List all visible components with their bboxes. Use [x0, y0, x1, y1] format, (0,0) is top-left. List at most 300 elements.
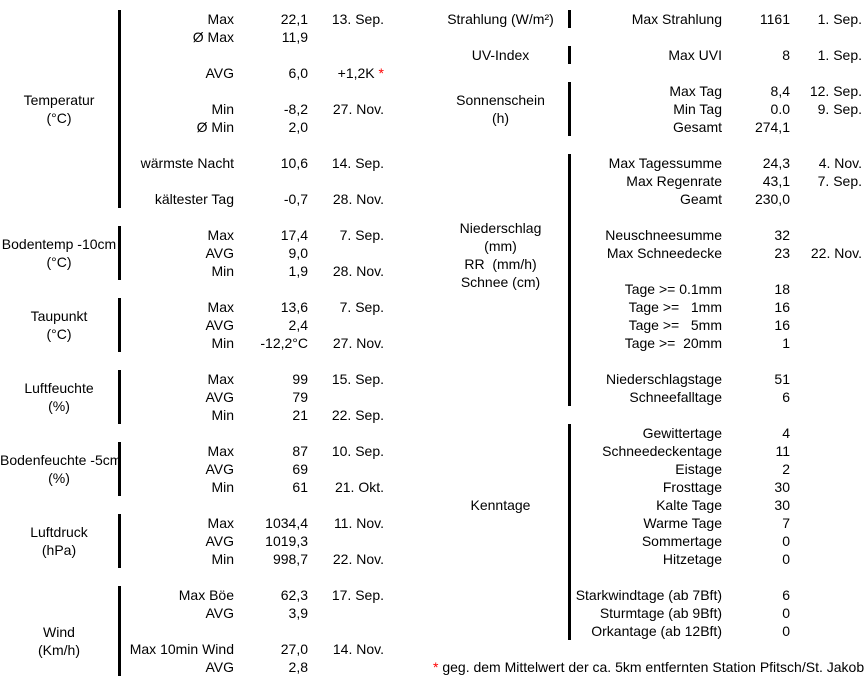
table-row	[571, 172, 867, 190]
table-row	[571, 424, 867, 442]
cell-value: 27,0	[280, 641, 308, 657]
footnote-marker: *	[378, 65, 384, 81]
table-row	[121, 190, 433, 208]
table-row	[571, 460, 867, 478]
cell-parameter: Gewittertage	[642, 425, 722, 441]
table-row	[571, 118, 867, 136]
cell-date: 9. Sep.	[817, 101, 862, 117]
cell-parameter: Sturmtage (ab 9Bft)	[599, 605, 722, 621]
table-row	[121, 100, 433, 118]
cell-date	[790, 622, 862, 640]
cell-parameter: kältester Tag	[154, 191, 234, 207]
cell-value: 69	[292, 461, 308, 477]
section-label-line: Temperatur	[23, 92, 95, 108]
cell-value: 7	[782, 515, 790, 531]
table-row	[121, 10, 433, 28]
table-row	[571, 190, 867, 208]
section-label-line: Taupunkt	[30, 308, 88, 324]
cell-value: -12,2°C	[260, 335, 308, 351]
cell-value: 6	[782, 587, 790, 603]
table-row	[571, 316, 867, 334]
table-row	[571, 478, 867, 496]
cell-value: 99	[292, 371, 308, 387]
cell-date	[790, 496, 862, 514]
cell-value: 1161	[759, 11, 790, 27]
cell-parameter: Max	[207, 371, 234, 387]
section-uv-index	[433, 46, 867, 64]
cell-value: 30	[774, 497, 790, 513]
cell-value: 24,3	[762, 155, 790, 171]
cell-value: 23	[774, 245, 790, 261]
cell-value: 3,9	[288, 605, 308, 621]
cell-date	[790, 568, 862, 586]
cell-value: 51	[774, 371, 790, 387]
table-row	[571, 244, 867, 262]
cell-parameter: Max	[207, 515, 234, 531]
cell-date	[790, 226, 862, 244]
cell-date: 15. Sep.	[331, 371, 384, 387]
cell-value: 0	[782, 533, 790, 549]
cell-value: 0	[782, 605, 790, 621]
cell-date: 7. Sep.	[817, 173, 862, 189]
cell-parameter: Min	[211, 263, 234, 279]
table-row	[121, 532, 433, 550]
table-row	[571, 352, 867, 370]
section-bodenfeuchte	[0, 442, 433, 496]
cell-date: 14. Nov.	[332, 641, 384, 657]
cell-value: 0	[782, 551, 790, 567]
section-luftfeuchte	[0, 370, 433, 424]
cell-value: 11	[775, 443, 790, 459]
cell-date	[308, 622, 384, 640]
cell-value: -8,2	[283, 101, 308, 117]
section-divider-and-rows	[568, 154, 867, 406]
cell-date	[790, 298, 862, 316]
cell-parameter: Warme Tage	[643, 515, 722, 531]
cell-parameter: Min	[211, 479, 234, 495]
left-table	[0, 0, 433, 685]
cell-value: 62,3	[280, 587, 308, 603]
section-label-line: (mm)	[484, 238, 517, 254]
cell-parameter: AVG	[205, 461, 234, 477]
table-row	[121, 478, 433, 496]
cell-parameter: wärmste Nacht	[140, 155, 234, 171]
section-label-line: (h)	[491, 110, 510, 126]
table-row	[571, 370, 867, 388]
cell-value: 13,6	[280, 299, 308, 315]
table-row	[571, 550, 867, 568]
cell-parameter	[121, 46, 240, 64]
cell-parameter: Max Böe	[178, 587, 234, 603]
cell-parameter: Schneefalltage	[629, 389, 722, 405]
cell-date	[790, 460, 862, 478]
table-row	[571, 280, 867, 298]
cell-value: 998,7	[272, 551, 308, 567]
cell-value: 22,1	[280, 11, 308, 27]
table-row	[571, 100, 867, 118]
cell-value: 2,4	[288, 317, 308, 333]
cell-value: 8,4	[770, 83, 790, 99]
table-row	[121, 622, 433, 640]
table-row	[571, 154, 867, 172]
table-row	[571, 334, 867, 352]
cell-date	[790, 118, 862, 136]
cell-value: 6	[782, 389, 790, 405]
cell-date	[308, 658, 384, 676]
cell-value: -0,7	[283, 191, 308, 207]
right-table	[433, 0, 867, 685]
cell-parameter: Min	[211, 335, 234, 351]
section-label-luftfeuchte	[0, 370, 118, 424]
cell-parameter: Tage >= 0.1mm	[624, 281, 722, 297]
cell-parameter: Hitzetage	[662, 551, 722, 567]
table-row	[571, 82, 867, 100]
section-label-line: Sonnenschein	[456, 92, 545, 108]
cell-value: 1	[782, 335, 790, 351]
cell-value	[240, 46, 308, 64]
cell-parameter: Max	[207, 299, 234, 315]
cell-date	[308, 46, 384, 64]
section-divider-and-rows	[118, 370, 433, 424]
cell-value: 1034,4	[265, 515, 308, 531]
cell-parameter: Min Tag	[673, 101, 722, 117]
table-row	[121, 586, 433, 604]
table-row	[121, 118, 433, 136]
table-row	[571, 496, 867, 514]
section-luftdruck	[0, 514, 433, 568]
cell-value: 274,1	[754, 119, 790, 135]
table-row	[571, 226, 867, 244]
cell-value: 61	[292, 479, 308, 495]
cell-value: 230,0	[754, 191, 790, 207]
cell-date	[308, 118, 384, 136]
section-bodentemp	[0, 226, 433, 280]
table-row	[121, 316, 433, 334]
section-label-sonnenschein	[433, 82, 568, 136]
cell-parameter	[121, 172, 240, 190]
cell-value: 1,9	[288, 263, 308, 279]
cell-date	[790, 262, 862, 280]
cell-parameter: Sommertage	[641, 533, 722, 549]
cell-date	[790, 334, 862, 352]
footnote	[433, 658, 867, 676]
cell-parameter: Min	[211, 101, 234, 117]
section-label-line: Niederschlag	[459, 220, 542, 236]
section-label-taupunkt	[0, 298, 118, 352]
cell-parameter: Max Schneedecke	[606, 245, 722, 261]
cell-value: 43,1	[762, 173, 790, 189]
section-label-line: Luftfeuchte	[24, 380, 94, 396]
table-row	[121, 46, 433, 64]
cell-date: 11. Nov.	[333, 515, 384, 531]
cell-date: +1,2K *	[337, 65, 384, 81]
section-label-line: UV-Index	[471, 47, 530, 63]
cell-date	[308, 172, 384, 190]
cell-parameter	[571, 352, 722, 370]
cell-date	[790, 586, 862, 604]
cell-date	[308, 82, 384, 100]
table-row	[121, 244, 433, 262]
cell-parameter: Kalte Tage	[656, 497, 722, 513]
cell-value: 2	[782, 461, 790, 477]
footnote-star: *	[433, 659, 439, 675]
cell-date	[308, 244, 384, 262]
section-label-bodenfeuchte	[0, 442, 122, 496]
cell-parameter: Geamt	[679, 191, 722, 207]
table-row	[571, 568, 867, 586]
table-row	[571, 10, 867, 28]
cell-date: 22. Sep.	[331, 407, 384, 423]
section-temperatur	[0, 10, 433, 208]
cell-date	[308, 604, 384, 622]
cell-value: 2,8	[288, 659, 308, 675]
cell-value: 32	[774, 227, 790, 243]
cell-date	[790, 190, 862, 208]
section-divider-and-rows	[568, 82, 867, 136]
section-label-kenntage	[433, 397, 568, 613]
cell-value	[722, 262, 790, 280]
table-row	[121, 334, 433, 352]
cell-value: 79	[292, 389, 308, 405]
table-row	[121, 262, 433, 280]
section-label-line: Wind	[43, 624, 75, 640]
cell-parameter: Max	[207, 227, 234, 243]
section-taupunkt	[0, 298, 433, 352]
cell-date: 22. Nov.	[332, 551, 384, 567]
table-row	[571, 532, 867, 550]
cell-date	[790, 550, 862, 568]
cell-date	[308, 460, 384, 478]
cell-date: 7. Sep.	[339, 227, 384, 243]
table-row	[571, 622, 867, 640]
cell-parameter	[121, 622, 240, 640]
cell-date: 14. Sep.	[331, 155, 384, 171]
table-row	[121, 154, 433, 172]
cell-date: 28. Nov.	[332, 191, 384, 207]
section-label-bodentemp	[0, 226, 118, 280]
cell-parameter: Schneedeckentage	[602, 443, 722, 459]
section-label-line: Schnee (cm)	[460, 274, 541, 290]
cell-date	[308, 28, 384, 46]
table-row	[121, 226, 433, 244]
cell-parameter: Eistage	[675, 461, 722, 477]
cell-parameter: Max	[207, 11, 234, 27]
cell-value	[240, 622, 308, 640]
cell-parameter: AVG	[205, 659, 234, 675]
cell-parameter: Ø Max	[192, 29, 234, 45]
table-row	[571, 442, 867, 460]
cell-date: 1. Sep.	[817, 11, 862, 27]
table-row	[571, 46, 867, 64]
table-row	[121, 514, 433, 532]
cell-date	[790, 604, 862, 622]
table-row	[121, 442, 433, 460]
cell-parameter: Max	[207, 443, 234, 459]
table-row	[121, 658, 433, 676]
cell-date	[790, 316, 862, 334]
cell-date	[790, 280, 862, 298]
cell-value: 6,0	[288, 65, 308, 81]
cell-value: 18	[774, 281, 790, 297]
section-divider-and-rows	[118, 586, 433, 676]
section-label-line: (°C)	[46, 326, 72, 342]
cell-parameter: Ø Min	[196, 119, 234, 135]
cell-value: 2,0	[288, 119, 308, 135]
cell-parameter: Min	[211, 407, 234, 423]
section-label-luftdruck	[0, 514, 118, 568]
cell-parameter: Gesamt	[672, 119, 722, 135]
section-divider-and-rows	[568, 46, 867, 64]
cell-value: 16	[774, 317, 790, 333]
cell-date	[308, 316, 384, 334]
section-divider-and-rows	[118, 298, 433, 352]
section-label-line: (hPa)	[41, 542, 77, 558]
table-row	[571, 262, 867, 280]
section-label-line: (°C)	[46, 110, 72, 126]
cell-parameter: Max Tag	[669, 83, 722, 99]
cell-parameter: AVG	[205, 317, 234, 333]
cell-parameter: Max Strahlung	[631, 11, 722, 27]
table-row	[121, 172, 433, 190]
cell-value	[722, 568, 790, 586]
cell-value: 11,9	[281, 29, 308, 45]
cell-date	[790, 514, 862, 532]
cell-parameter: AVG	[205, 389, 234, 405]
cell-parameter: Max UVI	[668, 47, 722, 63]
section-label-line: Strahlung (W/m²)	[447, 11, 554, 27]
section-niederschlag	[433, 154, 867, 406]
table-row	[121, 298, 433, 316]
table-row	[121, 82, 433, 100]
cell-value: 0	[782, 623, 790, 639]
cell-parameter: Starkwindtage (ab 7Bft)	[575, 587, 722, 603]
cell-value	[722, 208, 790, 226]
section-label-niederschlag	[433, 129, 568, 381]
cell-value: 0.0	[770, 101, 790, 117]
cell-parameter	[121, 136, 240, 154]
section-label-line: (°C)	[46, 254, 72, 270]
section-kenntage	[433, 424, 867, 640]
cell-value: 9,0	[288, 245, 308, 261]
cell-date	[790, 478, 862, 496]
cell-date	[790, 388, 862, 406]
section-divider-and-rows	[118, 10, 433, 208]
cell-value: 1019,3	[265, 533, 308, 549]
section-label-line: (%)	[48, 398, 70, 414]
cell-date: 1. Sep.	[817, 47, 862, 63]
cell-value	[240, 82, 308, 100]
table-row	[121, 550, 433, 568]
cell-date: 21. Okt.	[334, 479, 384, 495]
cell-value: 8	[782, 47, 790, 63]
cell-date: 10. Sep.	[331, 443, 384, 459]
cell-parameter: AVG	[205, 65, 234, 81]
cell-date: 17. Sep.	[331, 587, 384, 603]
cell-parameter	[571, 568, 722, 586]
table-row	[121, 388, 433, 406]
table-row	[121, 370, 433, 388]
section-label-uv-index	[433, 46, 568, 64]
cell-parameter	[121, 82, 240, 100]
cell-parameter: Tage >= 5mm	[628, 317, 722, 333]
cell-date: 13. Sep.	[331, 11, 384, 27]
cell-date	[308, 388, 384, 406]
cell-parameter: Orkantage (ab 12Bft)	[591, 623, 722, 639]
cell-date: 27. Nov.	[332, 335, 384, 351]
table-row	[121, 136, 433, 154]
cell-parameter: Tage >= 20mm	[624, 335, 722, 351]
cell-value: 30	[774, 479, 790, 495]
cell-date: 28. Nov.	[332, 263, 384, 279]
cell-value	[240, 172, 308, 190]
table-row	[121, 64, 433, 82]
cell-date	[790, 208, 862, 226]
table-row	[571, 604, 867, 622]
cell-parameter: AVG	[205, 605, 234, 621]
cell-date: 12. Sep.	[809, 83, 862, 99]
cell-parameter: Min	[211, 551, 234, 567]
cell-date	[790, 442, 862, 460]
table-row	[571, 514, 867, 532]
cell-date	[790, 352, 862, 370]
cell-parameter: AVG	[205, 245, 234, 261]
section-label-line: (%)	[48, 470, 70, 486]
cell-date: 22. Nov.	[810, 245, 862, 261]
cell-date: 7. Sep.	[339, 299, 384, 315]
table-row	[571, 586, 867, 604]
section-divider-and-rows	[568, 10, 867, 28]
cell-parameter	[571, 208, 722, 226]
section-divider-and-rows	[118, 226, 433, 280]
table-row	[121, 28, 433, 46]
section-label-line: Bodenfeuchte -5cm	[0, 452, 122, 468]
cell-value	[240, 136, 308, 154]
section-label-strahlung	[433, 10, 568, 28]
cell-date	[790, 370, 862, 388]
table-row	[571, 298, 867, 316]
section-sonnenschein	[433, 82, 867, 136]
cell-parameter: AVG	[205, 533, 234, 549]
cell-value	[722, 352, 790, 370]
section-label-line: Kenntage	[470, 497, 531, 513]
footnote-text: geg. dem Mittelwert der ca. 5km entfernten Station Pfitsch/St. Jakob	[438, 659, 865, 675]
section-label-line: Bodentemp -10cm	[1, 236, 117, 252]
cell-value: 10,6	[280, 155, 308, 171]
cell-date	[308, 532, 384, 550]
table-row	[571, 208, 867, 226]
cell-parameter: Frosttage	[662, 479, 722, 495]
cell-value: 4	[782, 425, 790, 441]
cell-parameter: Tage >= 1mm	[628, 299, 722, 315]
section-label-line: RR (mm/h)	[464, 256, 537, 272]
cell-parameter: Max 10min Wind	[129, 641, 234, 657]
cell-date	[790, 532, 862, 550]
cell-value: 17,4	[280, 227, 308, 243]
section-label-line: (Km/h)	[38, 642, 80, 658]
cell-parameter	[571, 262, 722, 280]
cell-value: 87	[292, 443, 308, 459]
section-wind	[0, 586, 433, 676]
cell-parameter: Niederschlagstage	[606, 371, 722, 387]
table-row	[121, 460, 433, 478]
section-divider-and-rows	[118, 514, 433, 568]
cell-date: 4. Nov.	[818, 155, 862, 171]
table-row	[571, 388, 867, 406]
cell-value: 16	[774, 299, 790, 315]
table-row	[121, 604, 433, 622]
section-strahlung	[433, 10, 867, 28]
section-label-line: Luftdruck	[30, 524, 88, 540]
